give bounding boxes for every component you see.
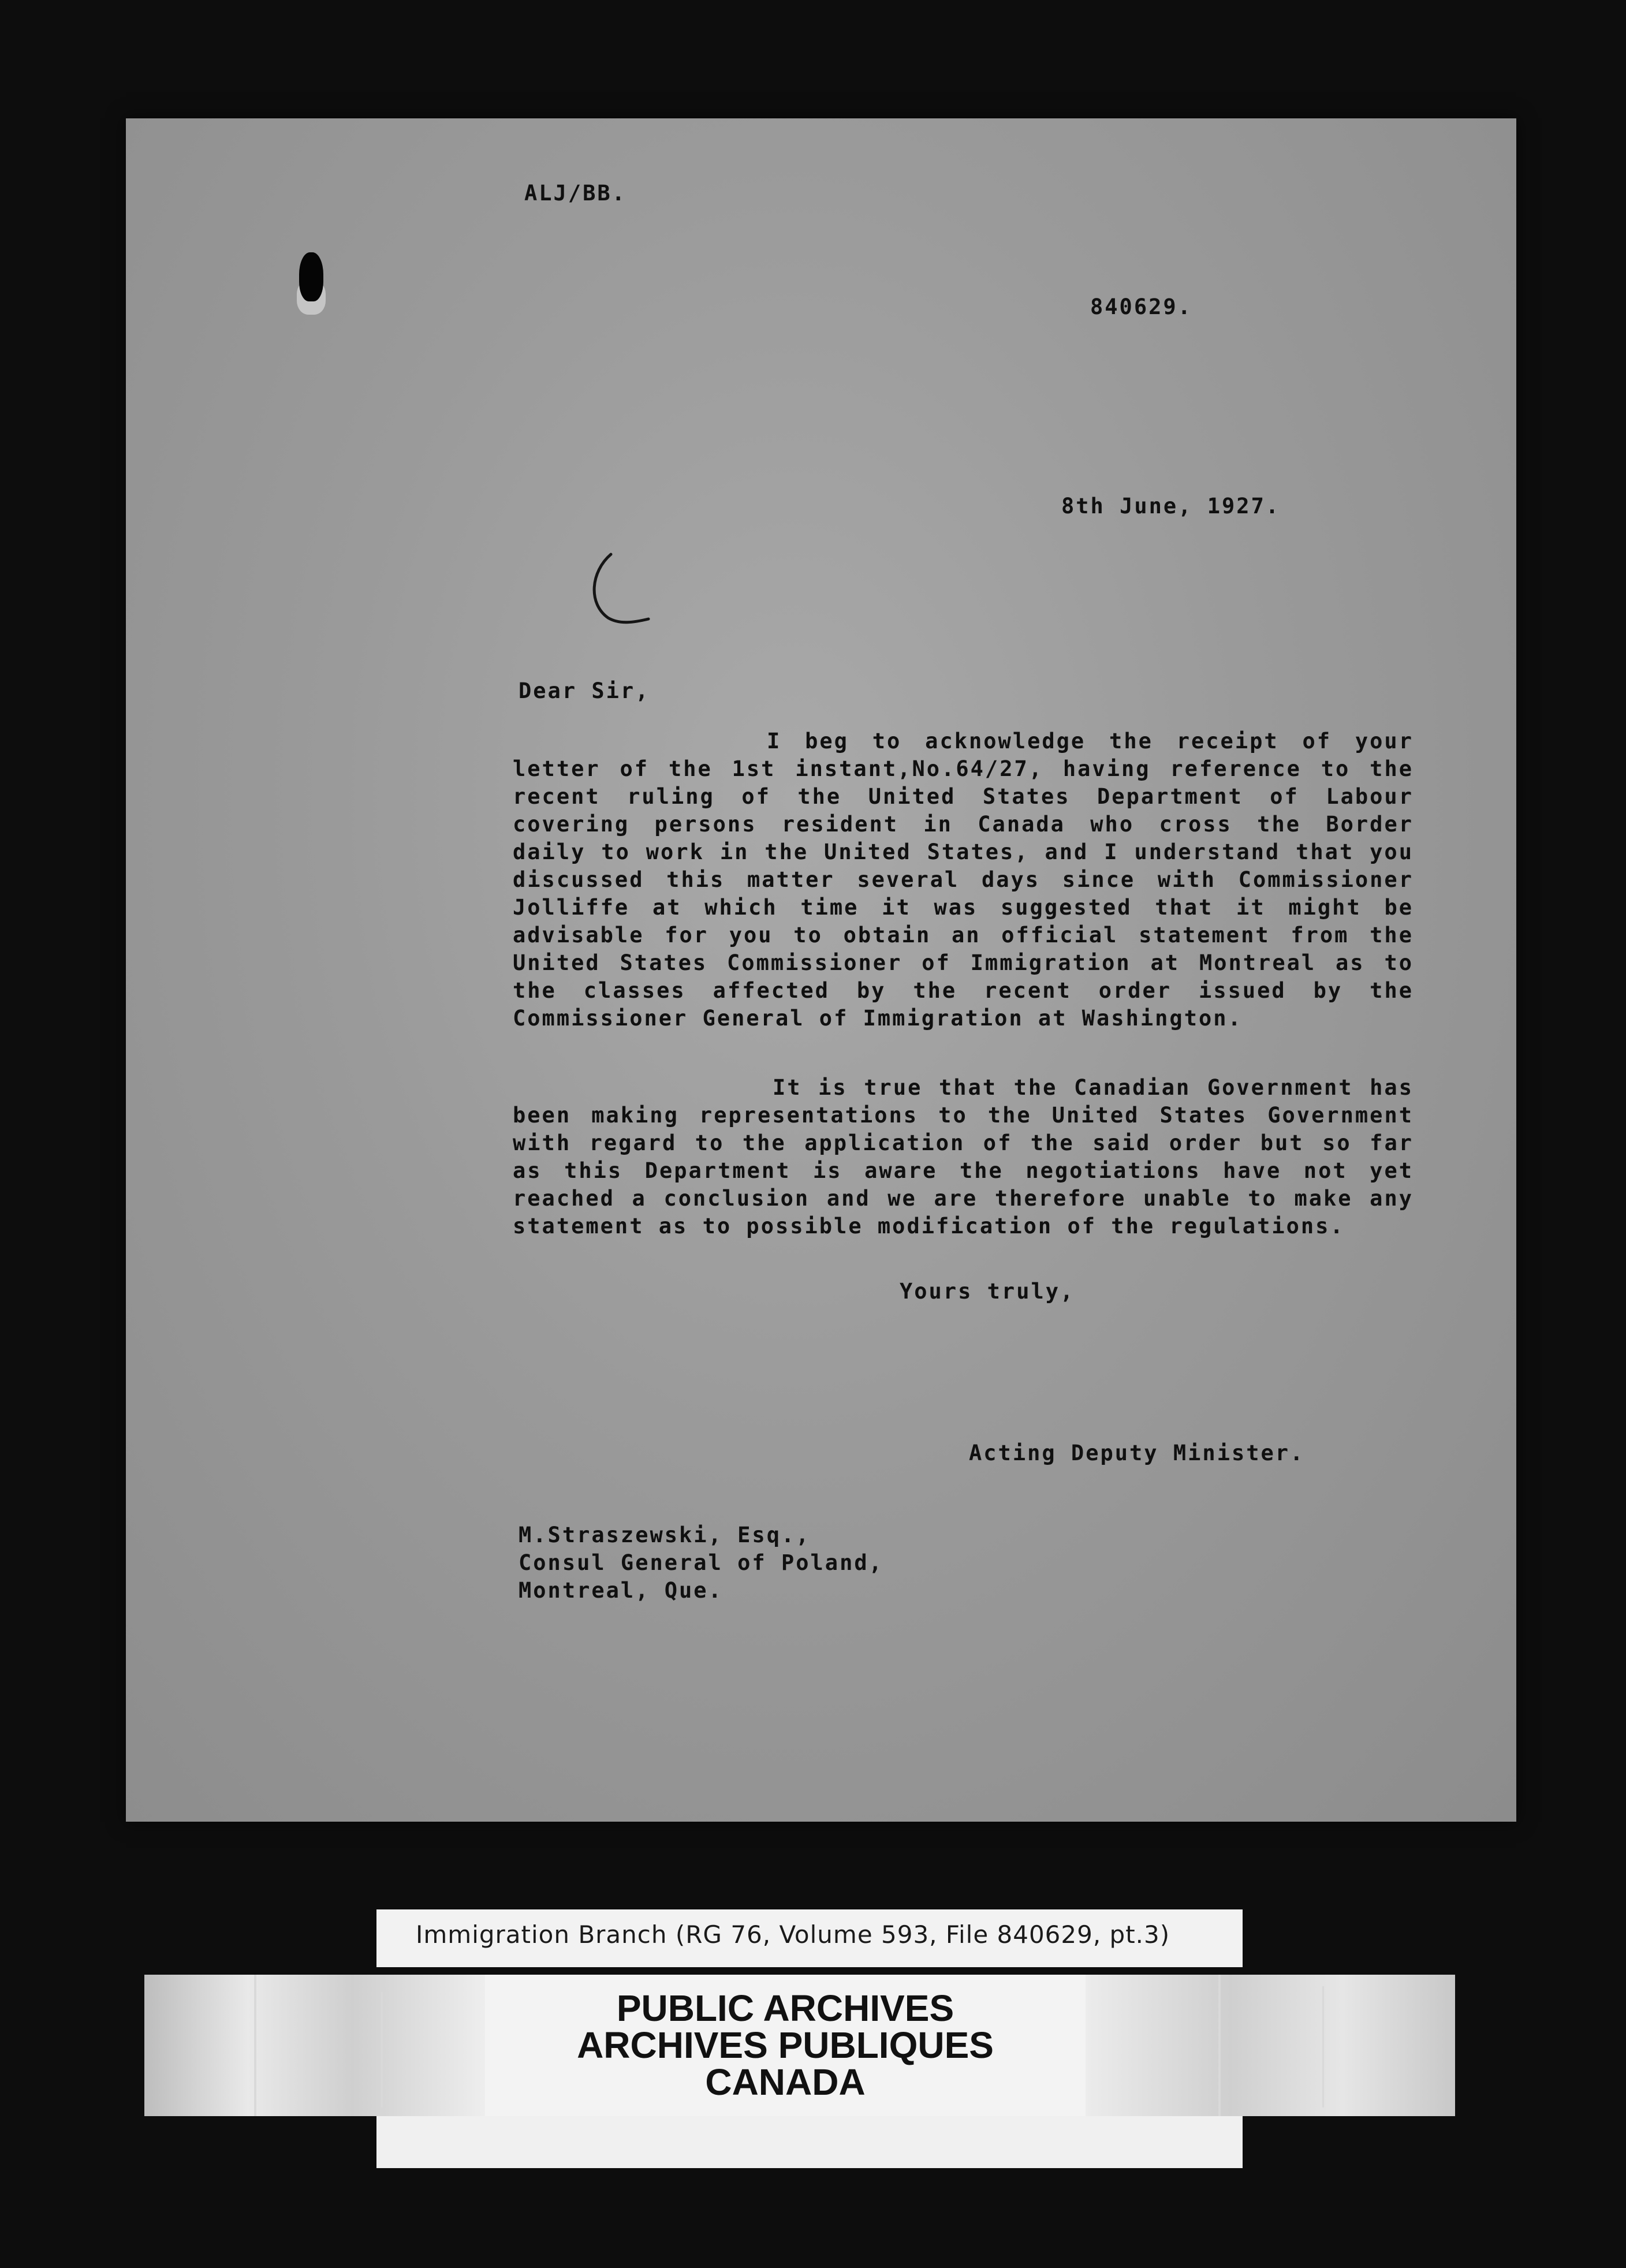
handwritten-bracket-mark [585,549,654,629]
file-number: 840629. [1090,294,1192,319]
letter-page [126,118,1516,1822]
film-tape-left [144,1975,491,2116]
recipient-address [519,1521,883,1605]
signature-title: Acting Deputy Minister. [969,1441,1305,1465]
punch-hole [299,252,323,301]
reference-initials: ALJ/BB. [524,181,626,206]
letter-date: 8th June, 1927. [1061,494,1281,518]
film-tape-right [1080,1975,1455,2116]
closing: Yours truly, [900,1279,1075,1304]
salutation: Dear Sir, [519,678,650,703]
recipient-line: Consul General of Poland, [519,1550,883,1575]
recipient-line: M.Straszewski, Esq., [519,1523,811,1547]
bottom-strip [376,2116,1243,2168]
recipient-line: Montreal, Que. [519,1578,723,1603]
archive-label-line-2: ARCHIVES PUBLIQUES [577,2024,994,2066]
archive-caption: Immigration Branch (RG 76, Volume 593, File 840629, pt.3) [416,1920,1170,1949]
archive-label-line-1: PUBLIC ARCHIVES [616,1987,954,2029]
archive-label-line-3: CANADA [705,2061,866,2103]
body-paragraph-2: It is true that the Canadian Government has been making representations to the United States Government with regard to the application of the said order but so far as this Department is aware the negotiations have not yet reached a conclusion and we are therefore unable to make any statement as to possible modification of the regulations. [513,1075,1414,1239]
body-paragraph-1: I beg to acknowledge the receipt of your letter of the 1st instant,No.64/27, having reference to the recent ruling of the United States Department of Labour covering persons resident in Canada who cross the Border daily to work in the United States, and I understand that you discussed this matter several days since with Commissioner Jolliffe at which time it was suggested that it might be advisable for you to obtain an official statement from the United States Commissioner of Immigration at Montreal as to the classes affected by the recent order issued by the Commissioner General of Immigration at Washington. [513,729,1414,1031]
